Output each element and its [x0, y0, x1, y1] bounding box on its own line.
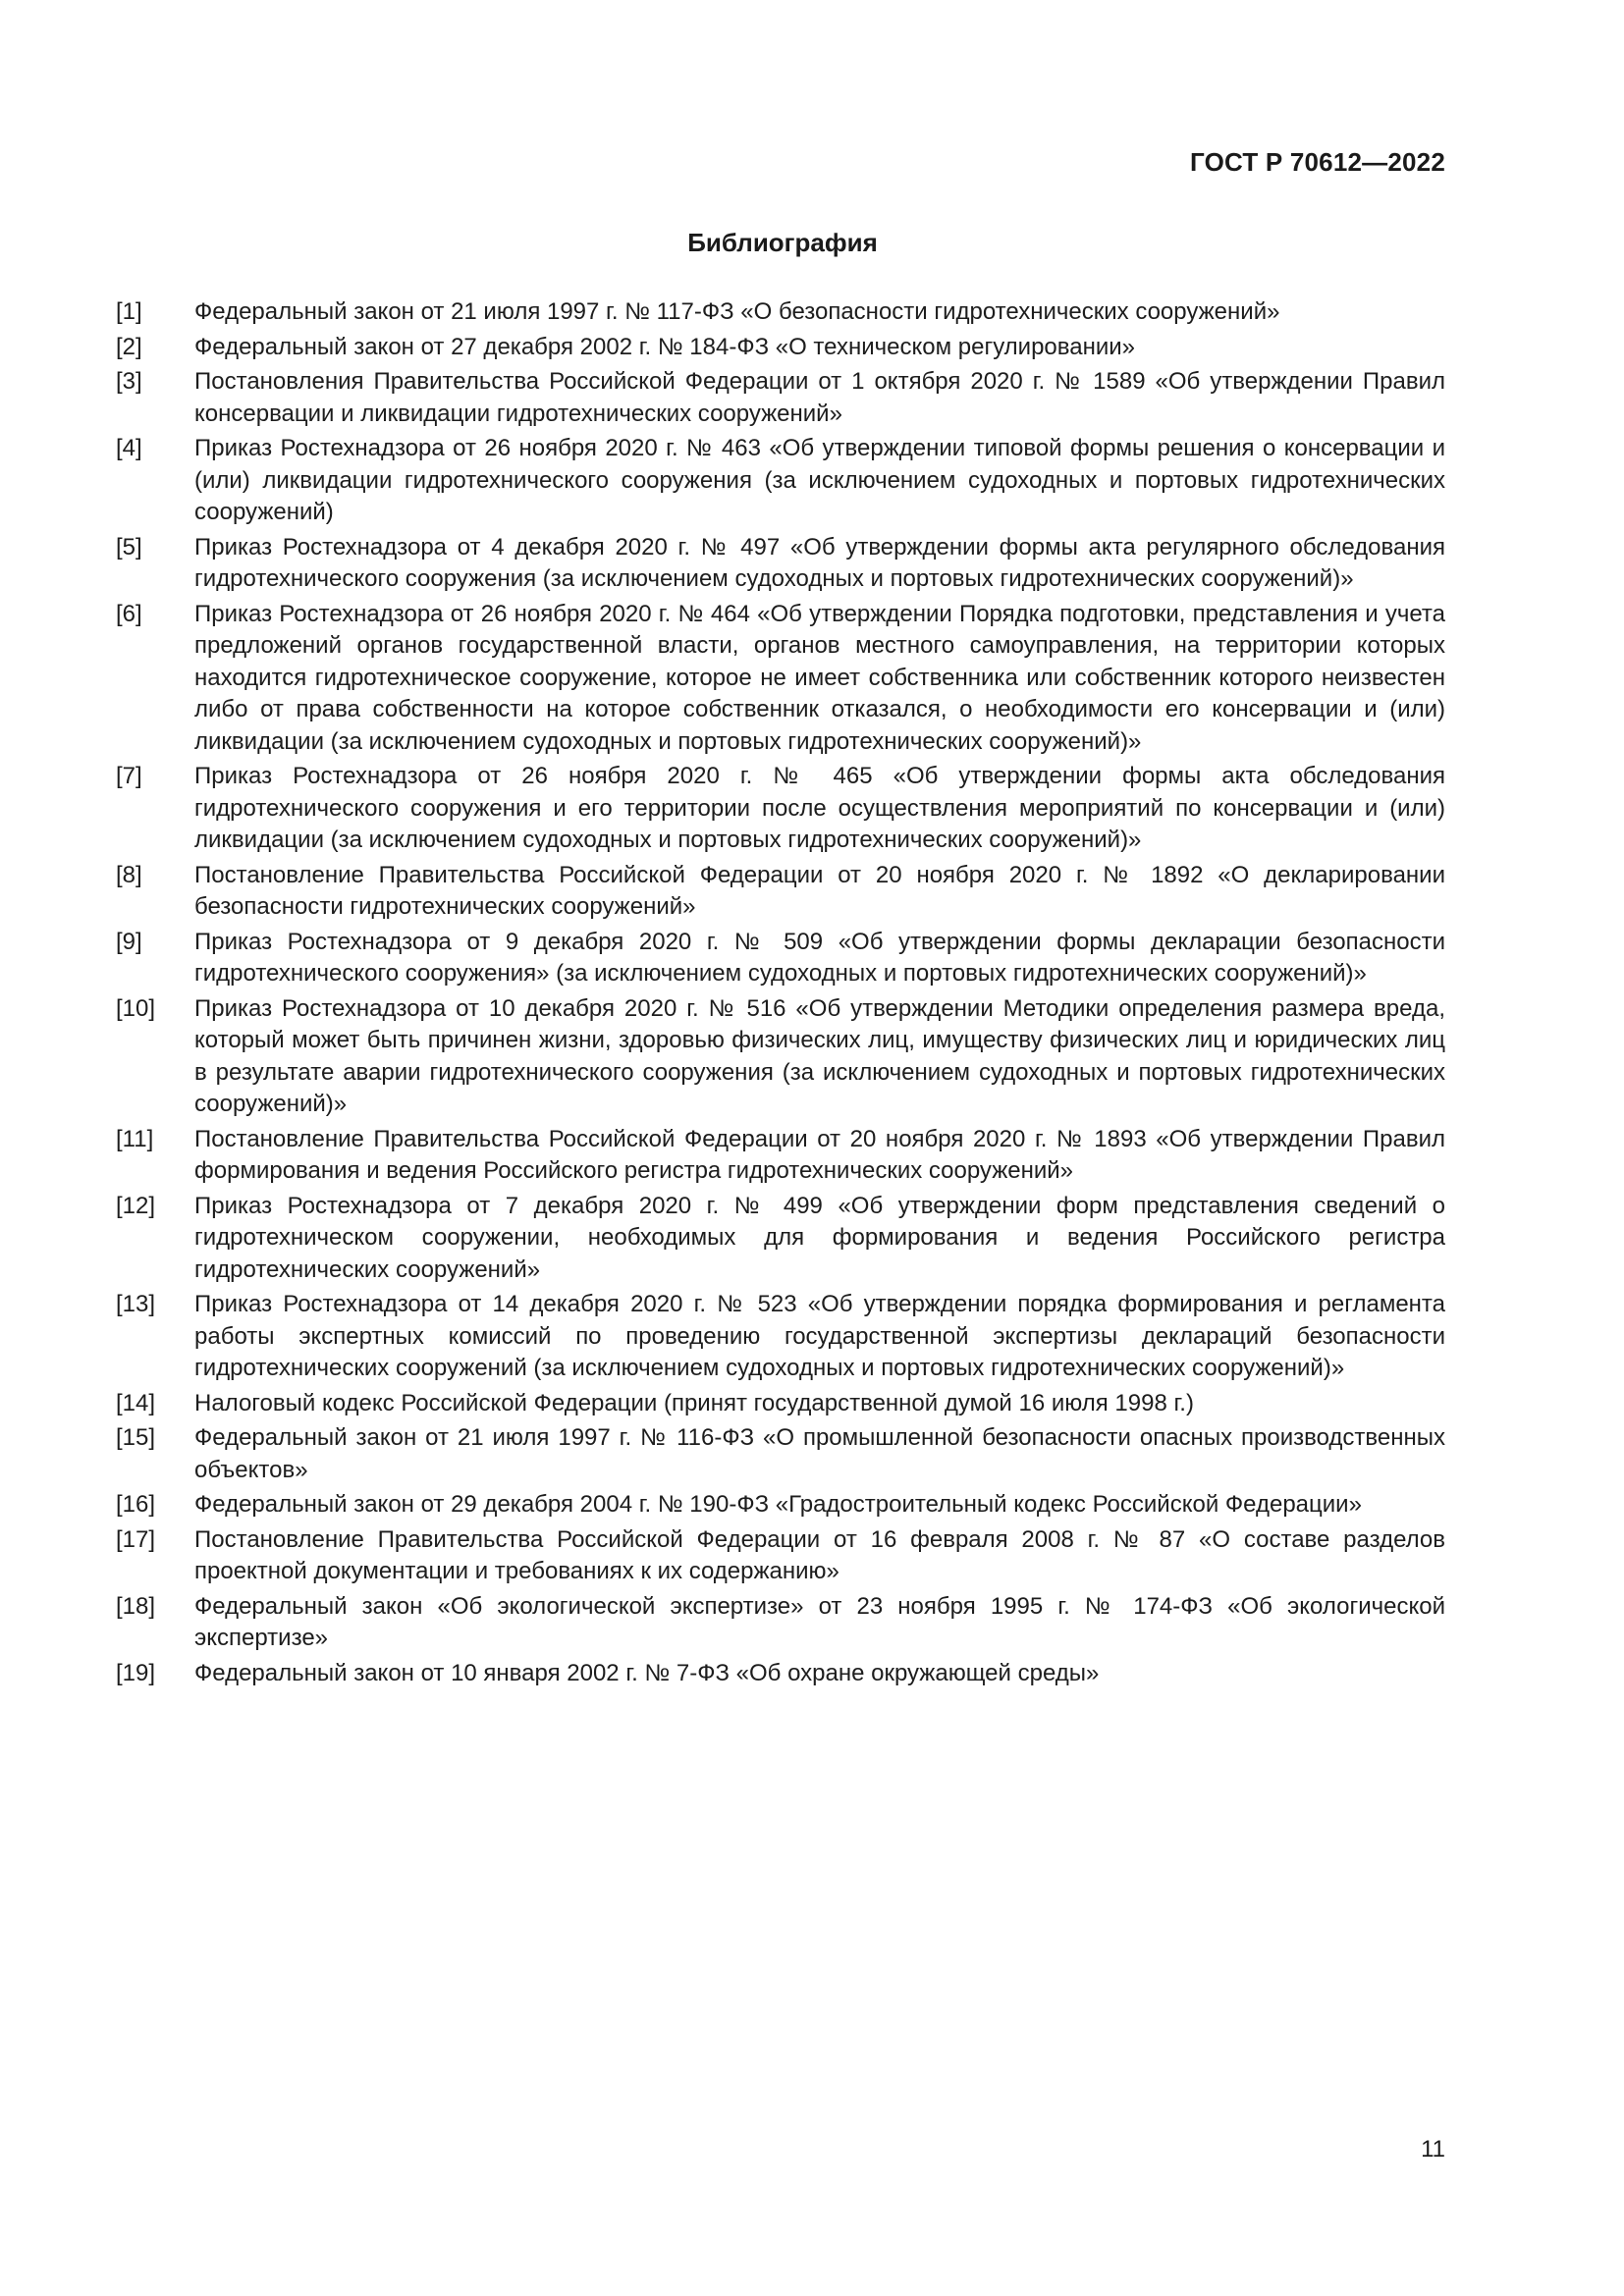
reference-number: [17] [116, 1525, 156, 1553]
reference-text: Приказ Ростехнадзора от 4 декабря 2020 г. № 497 «Об утверждении формы акта регулярного обследования гидротехнического сооружения (за исключением судоходных и портовых гидротехнических сооружений)» [194, 533, 1445, 592]
bibliography-item [116, 927, 1445, 990]
reference-text: Федеральный закон от 21 июля 1997 г. № 117-ФЗ «О безопасности гидротехнических сооружений» [194, 298, 1280, 325]
reference-number: [14] [116, 1389, 156, 1416]
reference-number: [8] [116, 861, 142, 888]
reference-text: Приказ Ростехнадзора от 14 декабря 2020 г. № 523 «Об утверждении порядка формирования и регламента работы экспертных комиссий по проведению государственной экспертизы деклараций безопасности гидротехнических сооружений (за исключением судоходных и портовых гидротехнических сооружений)» [194, 1291, 1445, 1381]
reference-number: [16] [116, 1491, 156, 1518]
reference-number: [18] [116, 1592, 156, 1620]
bibliography-item [116, 1289, 1445, 1385]
reference-text: Постановление Правительства Российской Федерации от 16 февраля 2008 г. № 87 «О составе разделов проектной документации и требованиях к их содержанию» [194, 1525, 1445, 1584]
reference-text: Постановление Правительства Российской Федерации от 20 ноября 2020 г. № 1893 «Об утверждении Правил формирования и ведения Российского регистра гидротехнических сооружений» [194, 1125, 1445, 1184]
reference-number: [5] [116, 533, 142, 561]
bibliography-item [116, 993, 1445, 1121]
reference-number: [7] [116, 763, 142, 789]
reference-text: Постановления Правительства Российской Федерации от 1 октября 2020 г. № 1589 «Об утверждении Правил консервации и ликвидации гидротехнических сооружений» [194, 368, 1445, 427]
bibliography-item [116, 1422, 1445, 1486]
bibliography-item [116, 1524, 1445, 1588]
reference-number: [12] [116, 1192, 156, 1219]
reference-number: [13] [116, 1291, 156, 1317]
reference-text: Приказ Ростехнадзора от 26 ноября 2020 г. № 465 «Об утверждении формы акта обследования гидротехнического сооружения и его территории после осуществления мероприятий по консервации и (или) ликвидации (за исключением судоходных и портовых гидротехнических сооружений)» [194, 763, 1445, 853]
reference-number: [3] [116, 368, 142, 395]
reference-text: Федеральный закон от 27 декабря 2002 г. № 184-ФЗ «О техническом регулировании» [194, 333, 1136, 360]
bibliography-item [116, 1191, 1445, 1287]
reference-number: [4] [116, 435, 142, 461]
reference-number: [9] [116, 928, 142, 955]
reference-text: Приказ Ростехнадзора от 10 декабря 2020 г. № 516 «Об утверждении Методики определения размера вреда, который может быть причинен жизни, здоровью физических лиц, имуществу физических лиц и юридических лиц в результате аварии гидротехнического сооружения (за исключением судоходных и портовых гидротехнических сооружений)» [194, 994, 1445, 1117]
reference-text: Приказ Ростехнадзора от 26 ноября 2020 г. № 464 «Об утверждении Порядка подготовки, представления и учета предложений органов государственной власти, органов местного самоуправления, на территории которых находится гидротехническое сооружение, которое не имеет собственника или собственник которого неизвестен либо от права собственности на которое собственник отказался, о необходимости его консервации и (или) ликвидации (за исключением судоходных и портовых гидротехнических сооружений)» [194, 600, 1445, 755]
section-title: Библиография [687, 228, 878, 257]
reference-text: Федеральный закон «Об экологической экспертизе» от 23 ноября 1995 г. № 174-ФЗ «Об экологической экспертизе» [194, 1592, 1445, 1651]
bibliography-item [116, 296, 1445, 329]
bibliography-item [116, 860, 1445, 924]
bibliography-item [116, 761, 1445, 857]
bibliography-item [116, 366, 1445, 430]
reference-text: Федеральный закон от 29 декабря 2004 г. № 190-ФЗ «Градостроительный кодекс Российской Федерации» [194, 1491, 1362, 1518]
reference-text: Приказ Ростехнадзора от 9 декабря 2020 г. № 509 «Об утверждении формы декларации безопасности гидротехнического сооружения» (за исключением судоходных и портовых гидротехнических сооружений)» [194, 928, 1445, 987]
reference-text: Приказ Ростехнадзора от 7 декабря 2020 г. № 499 «Об утверждении форм представления сведений о гидротехническом сооружении, необходимых для формирования и ведения Российского регистра гидротехнических сооружений» [194, 1192, 1445, 1283]
reference-text: Постановление Правительства Российской Федерации от 20 ноября 2020 г. № 1892 «О декларировании безопасности гидротехнических сооружений» [194, 861, 1445, 920]
reference-number: [1] [116, 298, 142, 325]
page-number: 11 [1421, 2136, 1445, 2163]
reference-number: [10] [116, 994, 156, 1022]
reference-number: [11] [116, 1125, 154, 1152]
reference-number: [6] [116, 600, 142, 627]
bibliography-list [116, 296, 1445, 1692]
reference-number: [2] [116, 333, 142, 360]
document-code: ГОСТ Р 70612—2022 [1190, 147, 1445, 177]
bibliography-item [116, 433, 1445, 529]
bibliography-item [116, 1658, 1445, 1690]
bibliography-item [116, 1388, 1445, 1420]
reference-text: Налоговый кодекс Российской Федерации (принят государственной думой 16 июля 1998 г.) [194, 1389, 1194, 1416]
bibliography-item [116, 1591, 1445, 1655]
reference-text: Федеральный закон от 10 января 2002 г. № 7-ФЗ «Об охране окружающей среды» [194, 1659, 1100, 1686]
bibliography-item [116, 332, 1445, 364]
reference-number: [15] [116, 1424, 156, 1451]
reference-text: Федеральный закон от 21 июля 1997 г. № 116-ФЗ «О промышленной безопасности опасных производственных объектов» [194, 1424, 1445, 1483]
reference-text: Приказ Ростехнадзора от 26 ноября 2020 г. № 463 «Об утверждении типовой формы решения о консервации и (или) ликвидации гидротехнического сооружения (за исключением судоходных и портовых гидротехнических сооружений) [194, 435, 1445, 525]
bibliography-item [116, 1124, 1445, 1188]
bibliography-item [116, 599, 1445, 759]
bibliography-item [116, 1489, 1445, 1522]
bibliography-item [116, 532, 1445, 596]
reference-number: [19] [116, 1659, 156, 1686]
